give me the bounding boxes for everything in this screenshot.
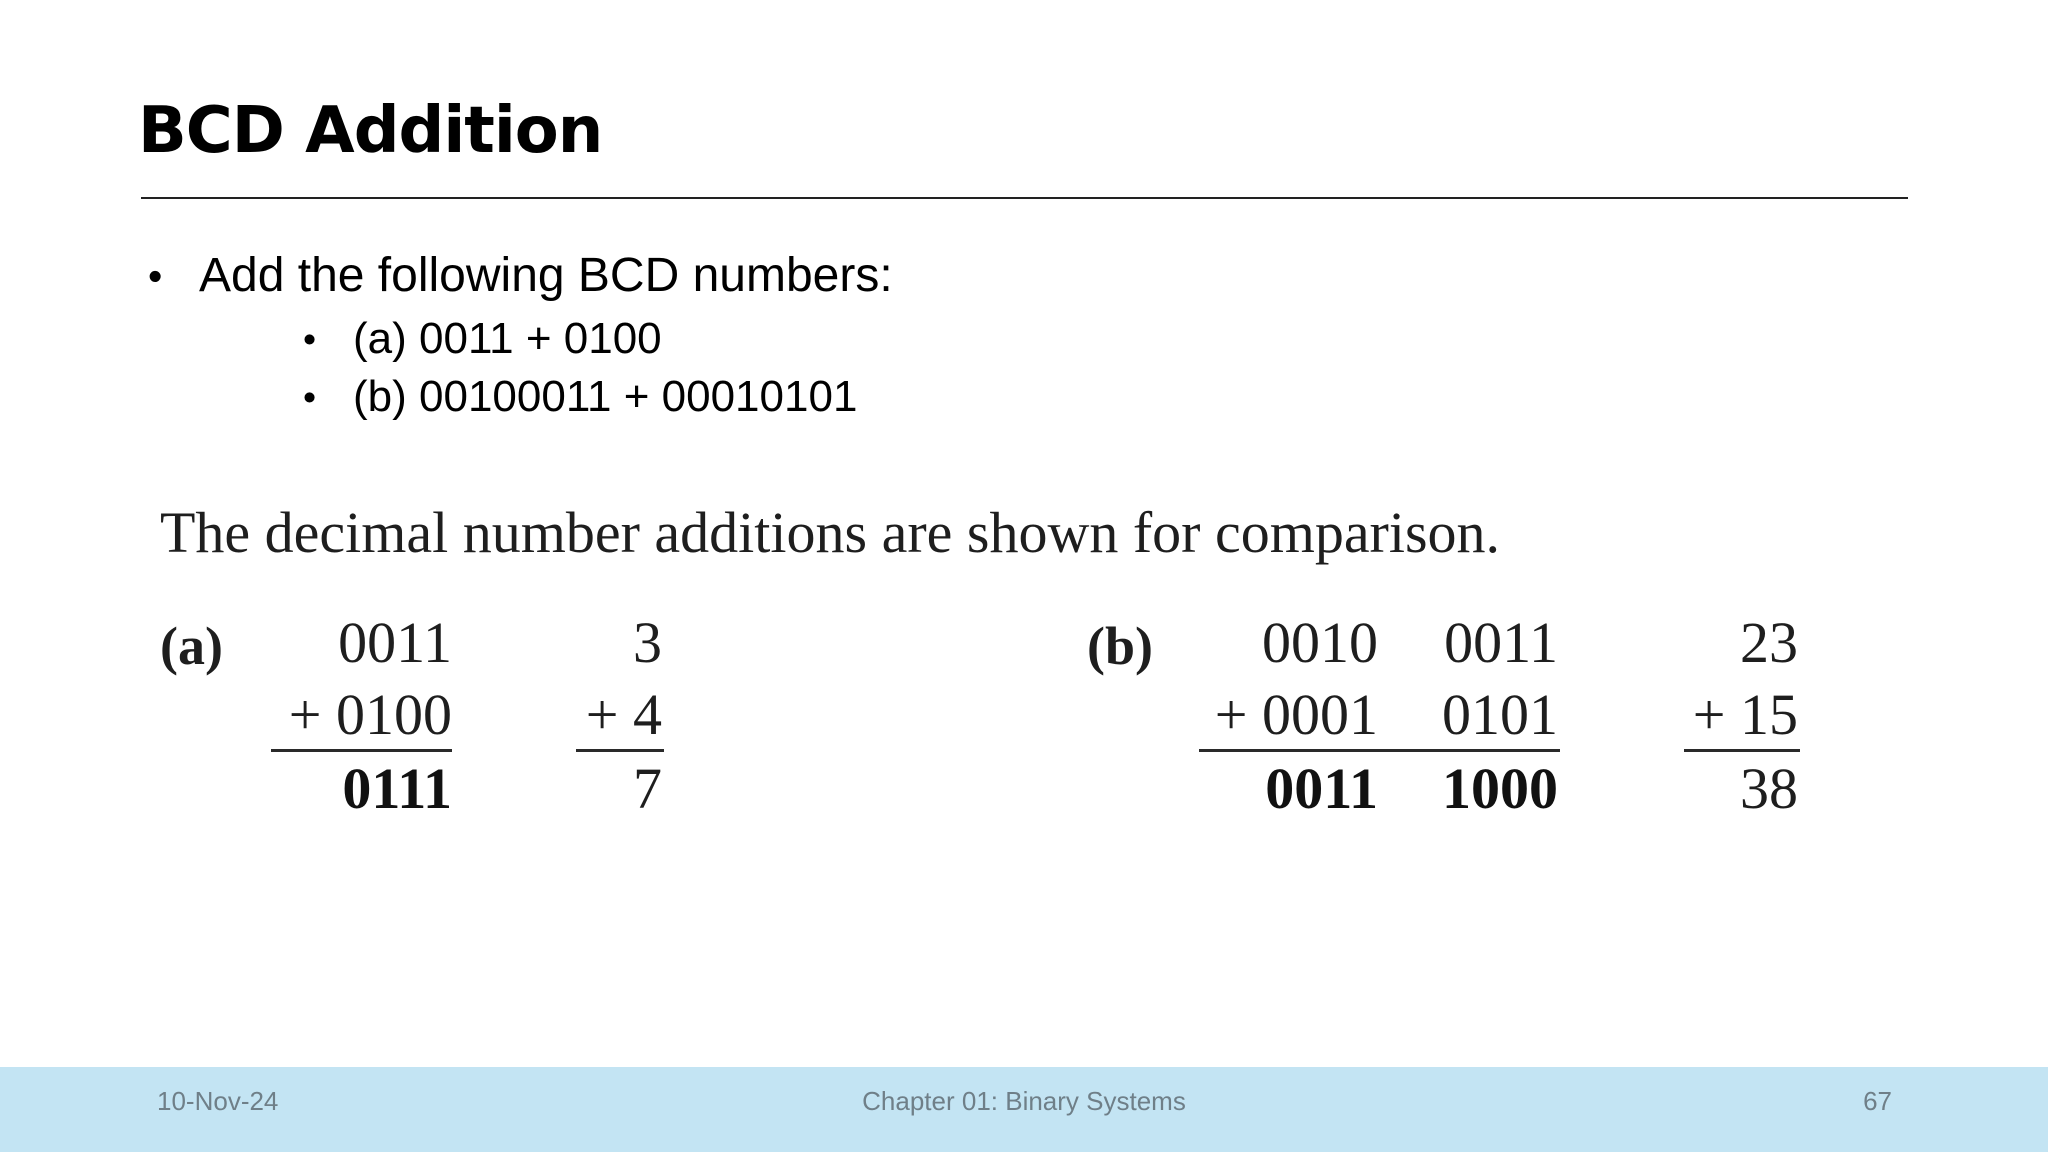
- example-a-dec-addend1: 3: [633, 610, 662, 675]
- example-a-dec-addend2: + 4: [585, 682, 662, 747]
- example-a-label: (a): [160, 616, 223, 676]
- figure-caption: The decimal number additions are shown for comparison.: [160, 500, 1501, 565]
- footer-date: 10-Nov-24: [157, 1086, 279, 1116]
- example-a-bcd-addend1: 0011: [338, 610, 452, 675]
- slide-title: BCD Addition: [138, 94, 603, 168]
- bullet-marker: •: [303, 318, 317, 360]
- bullet-text: Add the following BCD numbers:: [199, 249, 893, 302]
- example-b-bcd-addend1-lo: 0011: [1444, 610, 1558, 675]
- example-b-dec-sum: 38: [1740, 756, 1798, 821]
- example-a-bcd-sum-line: [271, 749, 452, 752]
- example-b-bcd-addend1-hi: 0010: [1262, 610, 1378, 675]
- example-b-bcd-sum-hi: 0011: [1265, 756, 1378, 821]
- example-b-dec-sum-line: [1684, 749, 1800, 752]
- bullet-marker: •: [148, 253, 163, 299]
- example-b-bcd-sum-line: [1199, 749, 1560, 752]
- footer-chapter-title: Chapter 01: Binary Systems: [862, 1086, 1186, 1116]
- example-b-bcd-addend2-hi: + 0001: [1214, 682, 1378, 747]
- bullet-text: (a) 0011 + 0100: [353, 314, 662, 363]
- example-a-dec-sum: 7: [633, 756, 662, 821]
- bullet-marker: •: [303, 376, 317, 418]
- example-b-bcd-sum-lo: 1000: [1442, 756, 1558, 821]
- example-b-bcd-addend2-lo: 0101: [1442, 682, 1558, 747]
- example-b-dec-addend1: 23: [1740, 610, 1798, 675]
- footer-page-number: 67: [1863, 1086, 1892, 1116]
- bullet-text: (b) 00100011 + 00010101: [353, 372, 858, 421]
- example-b-dec-addend2: + 15: [1692, 682, 1798, 747]
- slide-footer: [0, 1067, 2048, 1152]
- example-a-bcd-addend2: + 0100: [288, 682, 452, 747]
- example-a-bcd-sum: 0111: [342, 756, 452, 821]
- example-a-dec-sum-line: [576, 749, 664, 752]
- example-b-label: (b): [1087, 616, 1153, 676]
